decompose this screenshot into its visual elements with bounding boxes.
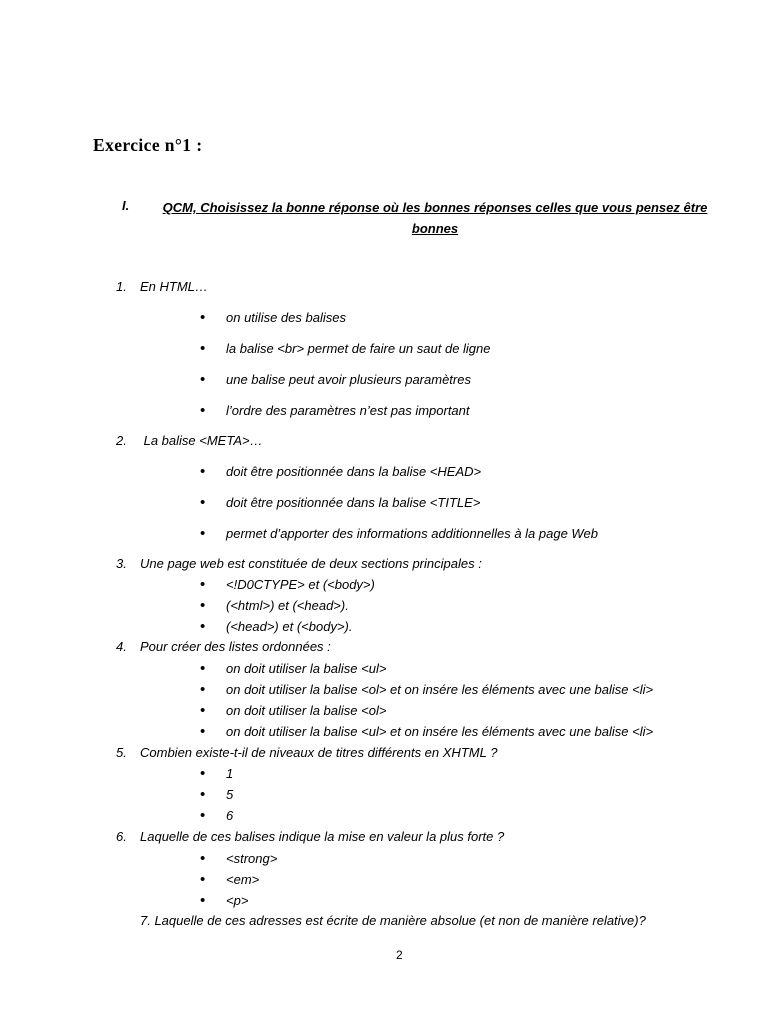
option-4-3: [200, 702, 386, 720]
option-text: <!D0CTYPE> et (<body>): [226, 577, 375, 592]
option-text: doit être positionnée dans la balise <TITLE>: [226, 495, 481, 510]
option-text: une balise peut avoir plusieurs paramètres: [226, 372, 471, 387]
option-text: on doit utiliser la balise <ul> et on insére les éléments avec une balise <li>: [226, 724, 654, 739]
question-3: [116, 555, 482, 573]
option-1-1: [200, 309, 346, 327]
question-5: [116, 744, 497, 762]
bullet-icon: •: [200, 850, 206, 867]
option-text: 5: [226, 787, 234, 802]
question-text: Une page web est constituée de deux sections principales :: [140, 556, 482, 571]
option-4-2: [200, 681, 653, 699]
option-text: on utilise des balises: [226, 310, 346, 325]
question-4: [116, 638, 331, 656]
option-text: <em>: [226, 872, 260, 887]
question-number: 1.: [116, 279, 127, 294]
option-3-3: [200, 618, 352, 636]
question-number: 3.: [116, 556, 127, 571]
option-5-2: [200, 786, 233, 804]
option-2-3: [200, 525, 598, 543]
option-text: on doit utiliser la balise <ol>: [226, 703, 387, 718]
option-3-2: [200, 597, 349, 615]
bullet-icon: •: [200, 309, 206, 326]
bullet-icon: •: [200, 618, 206, 635]
option-text: permet d’apporter des informations additionnelles à la page Web: [226, 526, 598, 541]
option-text: 6: [226, 808, 234, 823]
bullet-icon: •: [200, 402, 206, 419]
option-text: <strong>: [226, 851, 278, 866]
question-2: [116, 432, 263, 450]
option-3-1: [200, 576, 375, 594]
question-number: 4.: [116, 639, 127, 654]
option-text: on doit utiliser la balise <ul>: [226, 661, 387, 676]
option-text: 1: [226, 766, 234, 781]
option-text: doit être positionnée dans la balise <HEAD>: [226, 464, 482, 479]
bullet-icon: •: [200, 702, 206, 719]
question-number: 6.: [116, 829, 127, 844]
question-1: [116, 278, 208, 296]
option-4-1: [200, 660, 386, 678]
question-text: Pour créer des listes ordonnées :: [140, 639, 331, 654]
bullet-icon: •: [200, 786, 206, 803]
question-number: 2.: [116, 433, 127, 448]
question-text: Combien existe-t-il de niveaux de titres différents en XHTML ?: [140, 745, 498, 760]
bullet-icon: •: [200, 765, 206, 782]
bullet-icon: •: [200, 463, 206, 480]
section-instruction: QCM, Choisissez la bonne réponse où les bonnes réponses celles que vous pensez être bonnes: [162, 200, 708, 236]
bullet-icon: •: [200, 576, 206, 593]
option-2-1: [200, 463, 481, 481]
question-text: La balise <META>…: [140, 433, 263, 448]
option-2-2: [200, 494, 480, 512]
bullet-icon: •: [200, 723, 206, 740]
option-5-3: [200, 807, 233, 825]
question-6: [116, 828, 504, 846]
bullet-icon: •: [200, 660, 206, 677]
option-6-2: [200, 871, 259, 889]
option-6-1: [200, 850, 277, 868]
question-text: En HTML…: [140, 279, 208, 294]
option-text: on doit utiliser la balise <ol> et on insére les éléments avec une balise <li>: [226, 682, 654, 697]
bullet-icon: •: [200, 371, 206, 388]
bullet-icon: •: [200, 525, 206, 542]
section-number: I.: [122, 198, 130, 213]
option-1-4: [200, 402, 470, 420]
question-number: 5.: [116, 745, 127, 760]
question-7: 7. Laquelle de ces adresses est écrite de manière absolue (et non de manière relative)?: [140, 913, 646, 928]
option-6-3: [200, 892, 248, 910]
bullet-icon: •: [200, 494, 206, 511]
option-4-4: [200, 723, 653, 741]
bullet-icon: •: [200, 597, 206, 614]
option-text: <p>: [226, 893, 249, 908]
bullet-icon: •: [200, 892, 206, 909]
option-1-3: [200, 371, 471, 389]
exercise-title: Exercice n°1 :: [93, 135, 203, 155]
bullet-icon: •: [200, 871, 206, 888]
option-1-2: [200, 340, 491, 358]
option-text: la balise <br> permet de faire un saut de ligne: [226, 341, 491, 356]
option-text: (<html>) et (<head>).: [226, 598, 349, 613]
question-text: Laquelle de ces balises indique la mise en valeur la plus forte ?: [140, 829, 505, 844]
option-text: (<head>) et (<body>).: [226, 619, 353, 634]
bullet-icon: •: [200, 340, 206, 357]
bullet-icon: •: [200, 681, 206, 698]
option-text: l’ordre des paramètres n’est pas important: [226, 403, 470, 418]
option-5-1: [200, 765, 233, 783]
bullet-icon: •: [200, 807, 206, 824]
page-number: 2: [396, 948, 403, 962]
